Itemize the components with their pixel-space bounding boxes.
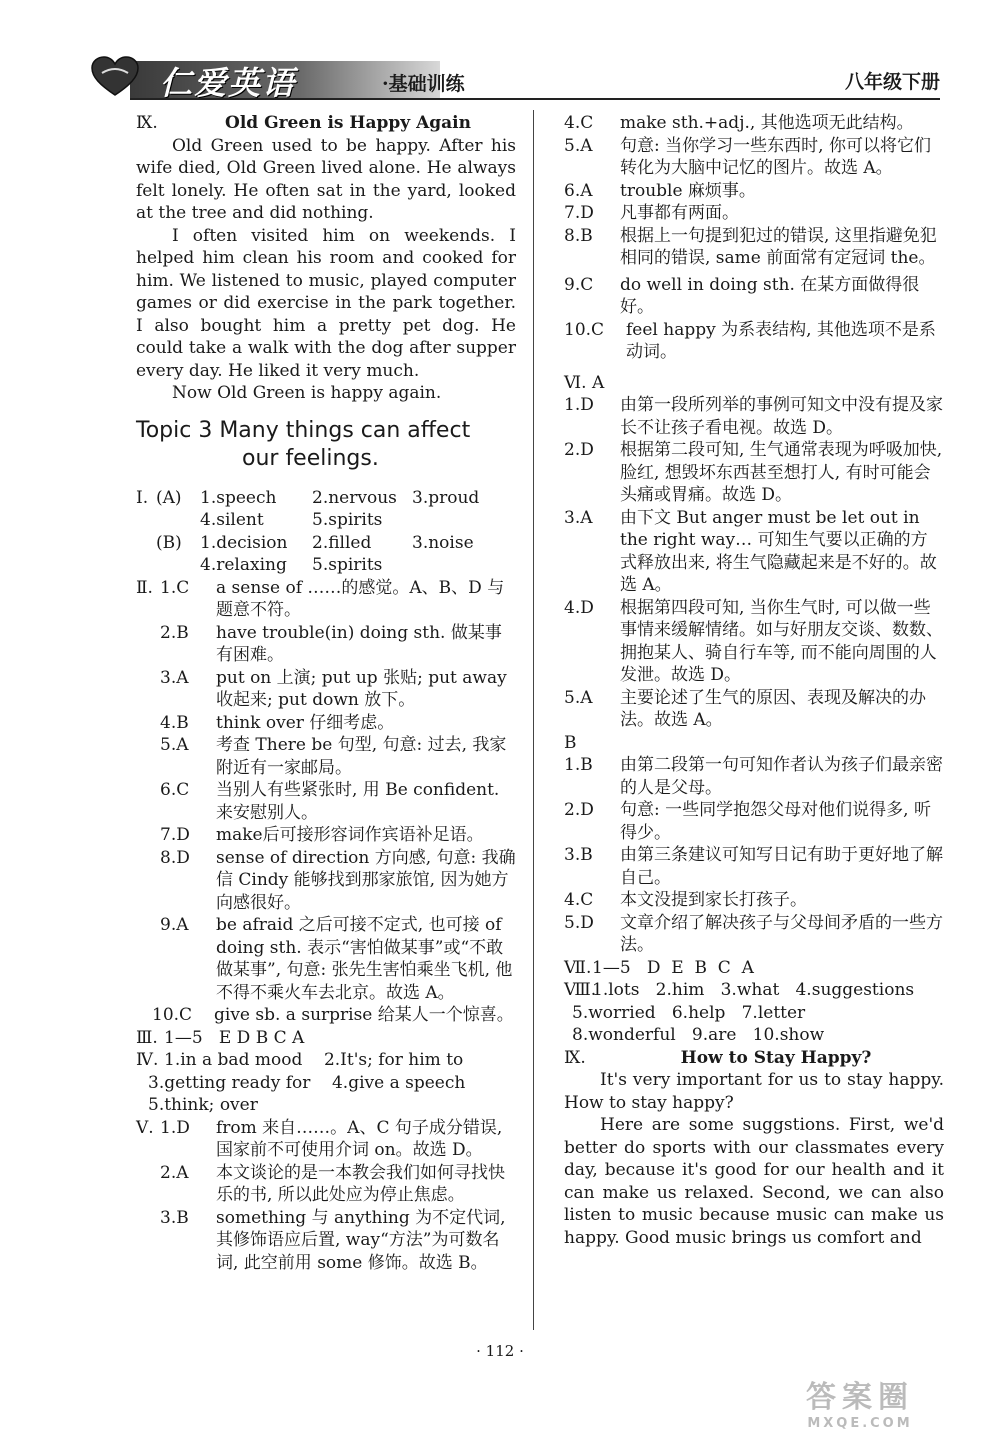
item-number: 3.B <box>564 845 593 865</box>
sec6-b-item <box>564 912 944 957</box>
cont-item <box>564 112 944 135</box>
item-number: 4.C <box>564 890 594 910</box>
sec6-a-item <box>564 597 944 687</box>
item-text: 根据第四段可知, 当你生气时, 可以做一些事情来缓解情绪。如与好朋友交谈、数数、拥抱某人、骑自行车等, 而不能向周围的人发泄。故选 D。 <box>620 597 943 685</box>
section-label: Ⅵ. <box>564 372 587 393</box>
item-number: 3.A <box>160 667 189 688</box>
section-label: Ⅲ. <box>136 1027 158 1048</box>
answer: 3.noise <box>412 532 474 553</box>
cont-item <box>564 180 944 203</box>
item-number: 5.A <box>564 687 593 708</box>
essay1-paragraph: I often visited him on weekends. I helped him clean his room and cooked for him. We listened to music, played computer games or did exercise in the park together. I also bought him a pretty pet dog. He could take a walk with the dog after supper every day. He liked it very much. <box>136 225 516 381</box>
watermark-text: 答案圈 <box>806 1380 914 1415</box>
item-text: trouble 麻烦事。 <box>620 180 756 201</box>
item-text: a sense of ……的感觉。A、B、D 与题意不符。 <box>216 577 505 620</box>
cont-item <box>564 225 944 270</box>
right-column <box>564 112 944 1249</box>
essay2-paragraph: Here are some suggstions. First, we'd better do sports with our classmates every day, because it's good for our health and it can make us relaxed. Second, we can also listen to music because music can make us happy. Good music brings us comfort and <box>564 1115 944 1248</box>
cont-item <box>564 135 944 180</box>
sec7-row <box>564 957 944 980</box>
section-label: Ⅷ. <box>564 980 597 1000</box>
item-text: feel happy 为系表结构, 其他选项不是系动词。 <box>626 319 936 362</box>
item-text: 本文没提到家长打孩子。 <box>620 890 807 910</box>
watermark <box>760 1372 960 1431</box>
essay2-title: How to Stay Happy? <box>680 1047 872 1068</box>
item-number: 3.A <box>564 507 593 528</box>
answer: 4.relaxing <box>200 555 287 575</box>
section-label: Ⅸ. <box>564 1047 586 1068</box>
answer: 2.nervous <box>312 487 397 508</box>
item-number: 2.B <box>160 622 189 643</box>
item-number: 2.D <box>564 800 594 820</box>
sec5-item <box>136 1162 516 1207</box>
item-number: 9.C <box>564 274 594 295</box>
sec4-row <box>136 1072 516 1095</box>
sec4-row <box>136 1094 516 1117</box>
item-number: 1.D <box>564 395 594 415</box>
section-label: Ⅱ. <box>136 577 153 598</box>
item-text: 主要论述了生气的原因、表现及解决的办法。故选 A。 <box>620 687 926 730</box>
item-text: 由第一段所列举的事例可知文中没有提及家长不让孩子看电视。故选 D。 <box>620 395 943 438</box>
sec6-heading <box>564 372 944 395</box>
item-number: 5.A <box>564 135 593 156</box>
item-number: 8.D <box>160 847 190 868</box>
sec6-b-item <box>564 844 944 889</box>
item-number: 1.D <box>160 1117 190 1138</box>
sec8-line: 1.lots 2.him 3.what 4.suggestions <box>592 980 915 1000</box>
part-label: (A) <box>156 487 182 508</box>
sec6-b-item <box>564 754 944 799</box>
item-text: sense of direction 方向感, 句意: 我确信 Cindy 能够找到那家旅馆, 因为她方向感很好。 <box>216 847 516 913</box>
essay2-paragraph: It's very important for us to stay happy. How to stay happy? <box>564 1070 944 1113</box>
item-number: 6.A <box>564 180 593 201</box>
sec6-a-item <box>564 394 944 439</box>
item-number: 1.C <box>160 577 190 598</box>
item-text: make sth.+adj., 其他选项无此结构。 <box>620 113 914 133</box>
sec4-row <box>136 1049 516 1072</box>
sec2-item <box>136 1004 516 1027</box>
header-subtitle: ·基础训练 <box>382 73 465 95</box>
item-number: 2.A <box>160 1162 189 1183</box>
topic-heading <box>136 417 516 473</box>
section-label: Ⅳ. <box>136 1050 159 1070</box>
essay1-paragraph: Now Old Green is happy again. <box>172 383 442 403</box>
part-label: A <box>592 372 605 393</box>
item-text: 根据上一句提到犯过的错误, 这里指避免犯相同的错误, same 前面常有定冠词 the。 <box>620 225 937 268</box>
item-number: 5.D <box>564 912 594 933</box>
page-header <box>90 55 940 100</box>
item-text: 凡事都有两面。 <box>620 203 739 223</box>
item-text: be afraid 之后可接不定式, 也可接 of doing sth. 表示“害怕做某事”或“不敢做某事”, 句意: 张先生害怕乘坐飞机, 他不得不乘火车去北京。故选 A。 <box>216 915 513 1003</box>
item-number: 1.B <box>564 755 593 775</box>
page-number: · 112 · <box>476 1342 524 1360</box>
sec8-row <box>564 1024 944 1047</box>
item-text: 由第二段第一句可知作者认为孩子们最亲密的人是父母。 <box>620 755 943 798</box>
section-label: Ⅰ. <box>136 487 149 508</box>
item-text: from 来自……。A、C 句子成分错误, 国家前不可使用介词 on。故选 D。 <box>216 1117 503 1160</box>
sec2-item <box>136 779 516 824</box>
sec6-b-item <box>564 799 944 844</box>
item-text: put on 上演; put up 张贴; put away 收起来; put down 放下。 <box>216 667 507 710</box>
section-label: Ⅶ. <box>564 957 592 978</box>
item-number: 10.C <box>152 1005 193 1025</box>
item-number: 7.D <box>160 825 190 845</box>
sec3-answers: 1—5 E D B C A <box>164 1027 305 1048</box>
sec3-row <box>136 1027 516 1050</box>
item-number: 6.C <box>160 780 190 800</box>
left-column <box>136 112 516 1274</box>
sec1-b-row2 <box>136 554 516 577</box>
item-text: 本文谈论的是一本教会我们如何寻找快乐的书, 所以此处应为停止焦虑。 <box>216 1162 505 1205</box>
sec4-line: 5.think; over <box>148 1095 258 1115</box>
item-number: 3.B <box>160 1207 189 1228</box>
watermark-url: MXQE.COM <box>807 1416 913 1431</box>
sec2-item <box>136 622 516 667</box>
cont-item <box>564 274 944 319</box>
header-title: 仁爱英语 <box>160 64 297 102</box>
sec5-item <box>136 1117 516 1162</box>
column-divider <box>533 110 534 1330</box>
answer: 2.filled <box>312 532 372 553</box>
item-number: 7.D <box>564 203 594 223</box>
item-text: 由下文 But anger must be let out in the right way… 可知生气要以正确的方式释放出来, 将生气隐藏起来是不好的。故选 A。 <box>620 507 937 595</box>
item-number: 10.C <box>564 319 605 340</box>
sec2-item <box>136 577 516 622</box>
sec1-a-row1 <box>136 487 516 510</box>
item-text: 文章介绍了解决孩子与父母间矛盾的一些方法。 <box>620 912 943 955</box>
section-label: Ⅴ. <box>136 1117 154 1138</box>
section-label: Ⅸ. <box>136 113 158 133</box>
sec4-line: 3.getting ready for 4.give a speech <box>148 1072 466 1093</box>
item-text: 根据第二段可知, 生气通常表现为呼吸加快, 脸红, 想毁坏东西甚至想打人, 有时可能会头痛或胃痛。故选 D。 <box>620 440 943 505</box>
item-number: 8.B <box>564 225 593 246</box>
answer: 1.speech <box>200 487 277 508</box>
sec2-item <box>136 914 516 1004</box>
item-text: make后可接形容词作宾语补足语。 <box>216 825 484 845</box>
item-number: 4.B <box>160 712 189 733</box>
header-grade: 八年级下册 <box>844 71 940 93</box>
item-text: 由第三条建议可知写日记有助于更好地了解自己。 <box>620 845 943 888</box>
item-text: give sb. a surprise 给某人一个惊喜。 <box>214 1005 514 1025</box>
item-text: do well in doing sth. 在某方面做得很好。 <box>620 274 920 317</box>
topic-line2: our feelings. <box>242 445 379 471</box>
essay1-title: Old Green is Happy Again <box>225 113 471 133</box>
part-label: (B) <box>156 532 182 553</box>
sec8-row <box>564 1002 944 1025</box>
sec6-a-item <box>564 507 944 597</box>
item-text: 当别人有些紧张时, 用 Be confident. 来安慰别人。 <box>216 780 500 823</box>
sec8-line: 5.worried 6.help 7.letter <box>572 1002 806 1023</box>
sec6-b-heading <box>564 732 944 755</box>
essay1-heading <box>136 112 516 135</box>
topic-line1: Topic 3 Many things can affect <box>136 417 471 443</box>
item-text: 考查 There be 句型, 句意: 过去, 我家附近有一家邮局。 <box>216 735 507 778</box>
item-number: 4.C <box>564 113 594 133</box>
item-text: 句意: 一些同学抱怨父母对他们说得多, 听得少。 <box>620 800 931 843</box>
item-number: 5.A <box>160 735 189 755</box>
sec4-line: 1.in a bad mood 2.It's; for him to <box>164 1050 464 1070</box>
answer: 3.proud <box>412 487 480 508</box>
sec8-row <box>564 979 944 1002</box>
answer: 1.decision <box>200 532 288 553</box>
sec2-item <box>136 667 516 712</box>
sec1-b-row1 <box>136 532 516 555</box>
item-text: something 与 anything 为不定代词, 其修饰语应后置, way“方法”为可数名词, 此空前用 some 修饰。故选 B。 <box>216 1207 506 1273</box>
essay2-heading <box>564 1047 944 1070</box>
sec5-item <box>136 1207 516 1275</box>
item-number: 4.D <box>564 597 594 618</box>
answer: 5.spirits <box>312 555 383 575</box>
sec6-b-item <box>564 889 944 912</box>
sec8-line: 8.wonderful 9.are 10.show <box>572 1025 825 1045</box>
item-number: 2.D <box>564 440 594 460</box>
heart-logo-icon <box>90 55 140 100</box>
essay1-paragraph: Old Green used to be happy. After his wife died, Old Green lived alone. He always felt lonely. He often sat in the yard, looked at the tree and did nothing. <box>136 135 516 223</box>
answer: 4.silent <box>200 510 264 530</box>
part-label: B <box>564 732 577 753</box>
sec6-a-item <box>564 439 944 507</box>
cont-item <box>564 319 944 364</box>
cont-item <box>564 202 944 225</box>
sec2-item <box>136 824 516 847</box>
item-text: 句意: 当你学习一些东西时, 你可以将它们转化为大脑中记忆的图片。故选 A。 <box>620 135 931 178</box>
item-text: have trouble(in) doing sth. 做某事有困难。 <box>216 622 502 665</box>
sec1-a-row2 <box>136 509 516 532</box>
sec7-answers: 1—5 D E B C A <box>592 957 754 978</box>
answer: 5.spirits <box>312 510 383 530</box>
sec2-item <box>136 847 516 915</box>
sec6-a-item <box>564 687 944 732</box>
item-number: 9.A <box>160 915 189 935</box>
sec2-item <box>136 712 516 735</box>
item-text: think over 仔细考虑。 <box>216 712 395 733</box>
sec2-item <box>136 734 516 779</box>
